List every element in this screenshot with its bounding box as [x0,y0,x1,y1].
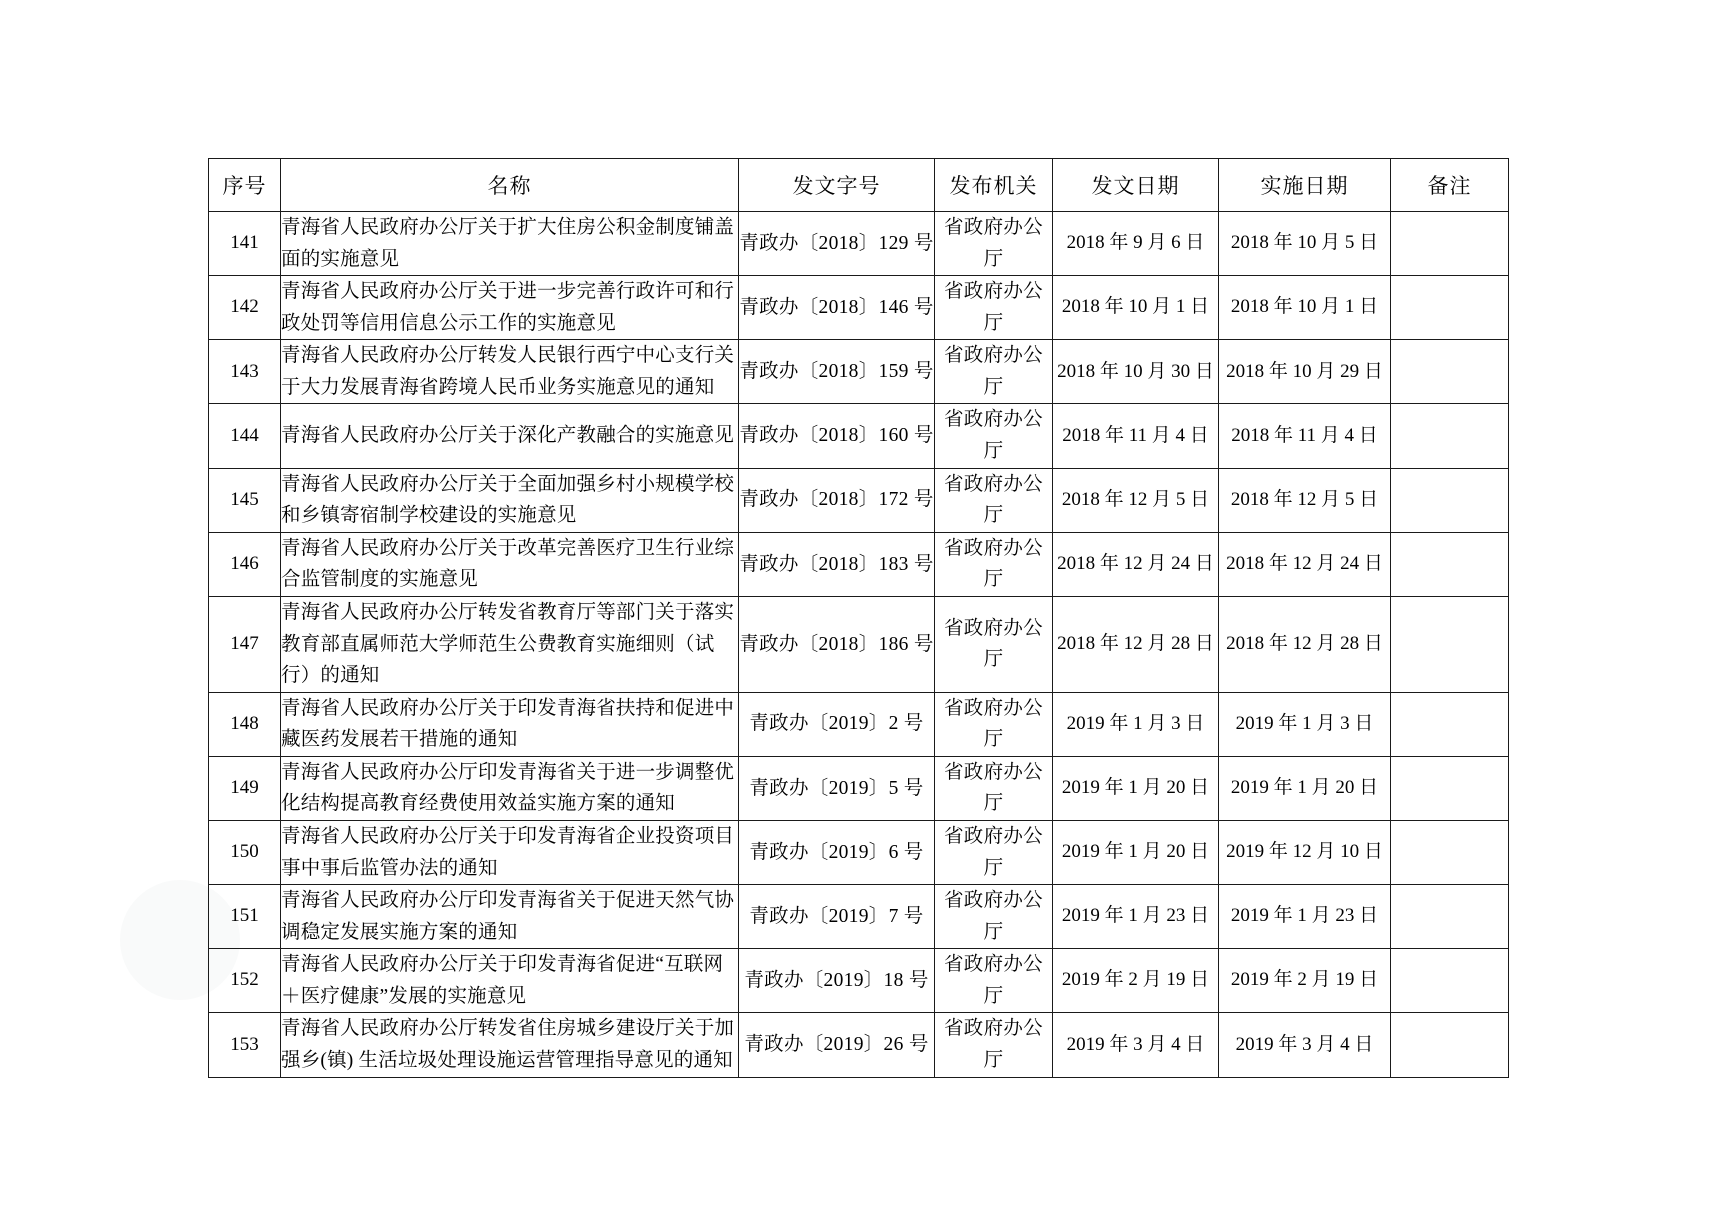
cell-doc-number: 青政办〔2018〕183 号 [739,532,935,596]
cell-issuing-agency: 省政府办公厅 [935,756,1053,820]
cell-remarks [1391,820,1509,884]
cell-effective-date: 2018 年 12 月 5 日 [1219,468,1391,532]
cell-issue-date: 2018 年 10 月 1 日 [1053,276,1219,340]
cell-name: 青海省人民政府办公厅关于改革完善医疗卫生行业综合监管制度的实施意见 [281,532,739,596]
cell-no: 142 [209,276,281,340]
table-row [209,596,1509,692]
table-row [209,276,1509,340]
table-row [209,1013,1509,1077]
cell-issuing-agency: 省政府办公厅 [935,212,1053,276]
cell-remarks [1391,276,1509,340]
cell-name: 青海省人民政府办公厅关于印发青海省企业投资项目事中事后监管办法的通知 [281,820,739,884]
cell-remarks [1391,949,1509,1013]
cell-doc-number: 青政办〔2018〕160 号 [739,404,935,468]
cell-issue-date: 2019 年 1 月 3 日 [1053,692,1219,756]
cell-issuing-agency: 省政府办公厅 [935,532,1053,596]
cell-remarks [1391,1013,1509,1077]
cell-name: 青海省人民政府办公厅转发人民银行西宁中心支行关于大力发展青海省跨境人民币业务实施意见的通知 [281,340,739,404]
cell-issue-date: 2018 年 11 月 4 日 [1053,404,1219,468]
cell-remarks [1391,885,1509,949]
cell-issue-date: 2018 年 9 月 6 日 [1053,212,1219,276]
column-header-issue-date: 发文日期 [1053,159,1219,212]
cell-name: 青海省人民政府办公厅转发省住房城乡建设厅关于加强乡(镇) 生活垃圾处理设施运营管理指导意见的通知 [281,1013,739,1077]
cell-no: 153 [209,1013,281,1077]
table-header [209,159,1509,212]
cell-issuing-agency: 省政府办公厅 [935,1013,1053,1077]
table-row [209,820,1509,884]
column-header-issuing-agency: 发布机关 [935,159,1053,212]
column-header-effective-date: 实施日期 [1219,159,1391,212]
column-header-remarks: 备注 [1391,159,1509,212]
table-row [209,692,1509,756]
cell-no: 143 [209,340,281,404]
cell-doc-number: 青政办〔2019〕2 号 [739,692,935,756]
cell-name: 青海省人民政府办公厅关于扩大住房公积金制度铺盖面的实施意见 [281,212,739,276]
cell-remarks [1391,692,1509,756]
table-row [209,885,1509,949]
cell-name: 青海省人民政府办公厅关于进一步完善行政许可和行政处罚等信用信息公示工作的实施意见 [281,276,739,340]
cell-doc-number: 青政办〔2019〕6 号 [739,820,935,884]
cell-no: 147 [209,596,281,692]
cell-name: 青海省人民政府办公厅关于深化产教融合的实施意见 [281,404,739,468]
cell-doc-number: 青政办〔2018〕186 号 [739,596,935,692]
table-body [209,212,1509,1078]
cell-no: 148 [209,692,281,756]
cell-issuing-agency: 省政府办公厅 [935,468,1053,532]
cell-issue-date: 2019 年 2 月 19 日 [1053,949,1219,1013]
cell-issuing-agency: 省政府办公厅 [935,276,1053,340]
cell-effective-date: 2018 年 12 月 24 日 [1219,532,1391,596]
cell-name: 青海省人民政府办公厅转发省教育厅等部门关于落实教育部直属师范大学师范生公费教育实施细则（试行）的通知 [281,596,739,692]
cell-doc-number: 青政办〔2018〕159 号 [739,340,935,404]
cell-effective-date: 2018 年 10 月 29 日 [1219,340,1391,404]
cell-issue-date: 2018 年 12 月 24 日 [1053,532,1219,596]
cell-no: 152 [209,949,281,1013]
column-header-name: 名称 [281,159,739,212]
cell-issuing-agency: 省政府办公厅 [935,820,1053,884]
cell-doc-number: 青政办〔2019〕26 号 [739,1013,935,1077]
table-header-row [209,159,1509,212]
table-row [209,468,1509,532]
cell-name: 青海省人民政府办公厅印发青海省关于促进天然气协调稳定发展实施方案的通知 [281,885,739,949]
cell-effective-date: 2018 年 10 月 5 日 [1219,212,1391,276]
cell-issuing-agency: 省政府办公厅 [935,404,1053,468]
column-header-doc-number: 发文字号 [739,159,935,212]
cell-no: 149 [209,756,281,820]
cell-remarks [1391,404,1509,468]
cell-doc-number: 青政办〔2018〕172 号 [739,468,935,532]
cell-effective-date: 2019 年 1 月 23 日 [1219,885,1391,949]
cell-remarks [1391,212,1509,276]
cell-remarks [1391,468,1509,532]
cell-effective-date: 2019 年 1 月 20 日 [1219,756,1391,820]
cell-no: 150 [209,820,281,884]
column-header-no: 序号 [209,159,281,212]
cell-doc-number: 青政办〔2019〕18 号 [739,949,935,1013]
cell-issuing-agency: 省政府办公厅 [935,340,1053,404]
cell-effective-date: 2018 年 11 月 4 日 [1219,404,1391,468]
cell-name: 青海省人民政府办公厅关于印发青海省扶持和促进中藏医药发展若干措施的通知 [281,692,739,756]
table-row [209,404,1509,468]
cell-remarks [1391,340,1509,404]
cell-remarks [1391,756,1509,820]
table-row [209,949,1509,1013]
cell-issue-date: 2019 年 1 月 20 日 [1053,756,1219,820]
cell-no: 146 [209,532,281,596]
cell-effective-date: 2019 年 2 月 19 日 [1219,949,1391,1013]
cell-doc-number: 青政办〔2019〕7 号 [739,885,935,949]
policy-document-table-container [208,158,1508,1078]
cell-issuing-agency: 省政府办公厅 [935,596,1053,692]
cell-doc-number: 青政办〔2018〕129 号 [739,212,935,276]
cell-name: 青海省人民政府办公厅关于印发青海省促进“互联网＋医疗健康”发展的实施意见 [281,949,739,1013]
cell-issue-date: 2018 年 12 月 28 日 [1053,596,1219,692]
cell-effective-date: 2018 年 12 月 28 日 [1219,596,1391,692]
cell-issue-date: 2019 年 1 月 23 日 [1053,885,1219,949]
cell-issue-date: 2019 年 3 月 4 日 [1053,1013,1219,1077]
table-row [209,756,1509,820]
cell-issuing-agency: 省政府办公厅 [935,949,1053,1013]
cell-doc-number: 青政办〔2018〕146 号 [739,276,935,340]
cell-name: 青海省人民政府办公厅印发青海省关于进一步调整优化结构提高教育经费使用效益实施方案的通知 [281,756,739,820]
cell-effective-date: 2019 年 1 月 3 日 [1219,692,1391,756]
cell-issuing-agency: 省政府办公厅 [935,885,1053,949]
cell-name: 青海省人民政府办公厅关于全面加强乡村小规模学校和乡镇寄宿制学校建设的实施意见 [281,468,739,532]
cell-remarks [1391,596,1509,692]
cell-no: 145 [209,468,281,532]
cell-remarks [1391,532,1509,596]
policy-document-table [208,158,1509,1078]
cell-no: 151 [209,885,281,949]
cell-doc-number: 青政办〔2019〕5 号 [739,756,935,820]
cell-no: 141 [209,212,281,276]
table-row [209,340,1509,404]
table-row [209,212,1509,276]
cell-issue-date: 2018 年 12 月 5 日 [1053,468,1219,532]
cell-effective-date: 2019 年 12 月 10 日 [1219,820,1391,884]
cell-effective-date: 2019 年 3 月 4 日 [1219,1013,1391,1077]
cell-no: 144 [209,404,281,468]
cell-issuing-agency: 省政府办公厅 [935,692,1053,756]
cell-effective-date: 2018 年 10 月 1 日 [1219,276,1391,340]
table-row [209,532,1509,596]
cell-issue-date: 2019 年 1 月 20 日 [1053,820,1219,884]
cell-issue-date: 2018 年 10 月 30 日 [1053,340,1219,404]
